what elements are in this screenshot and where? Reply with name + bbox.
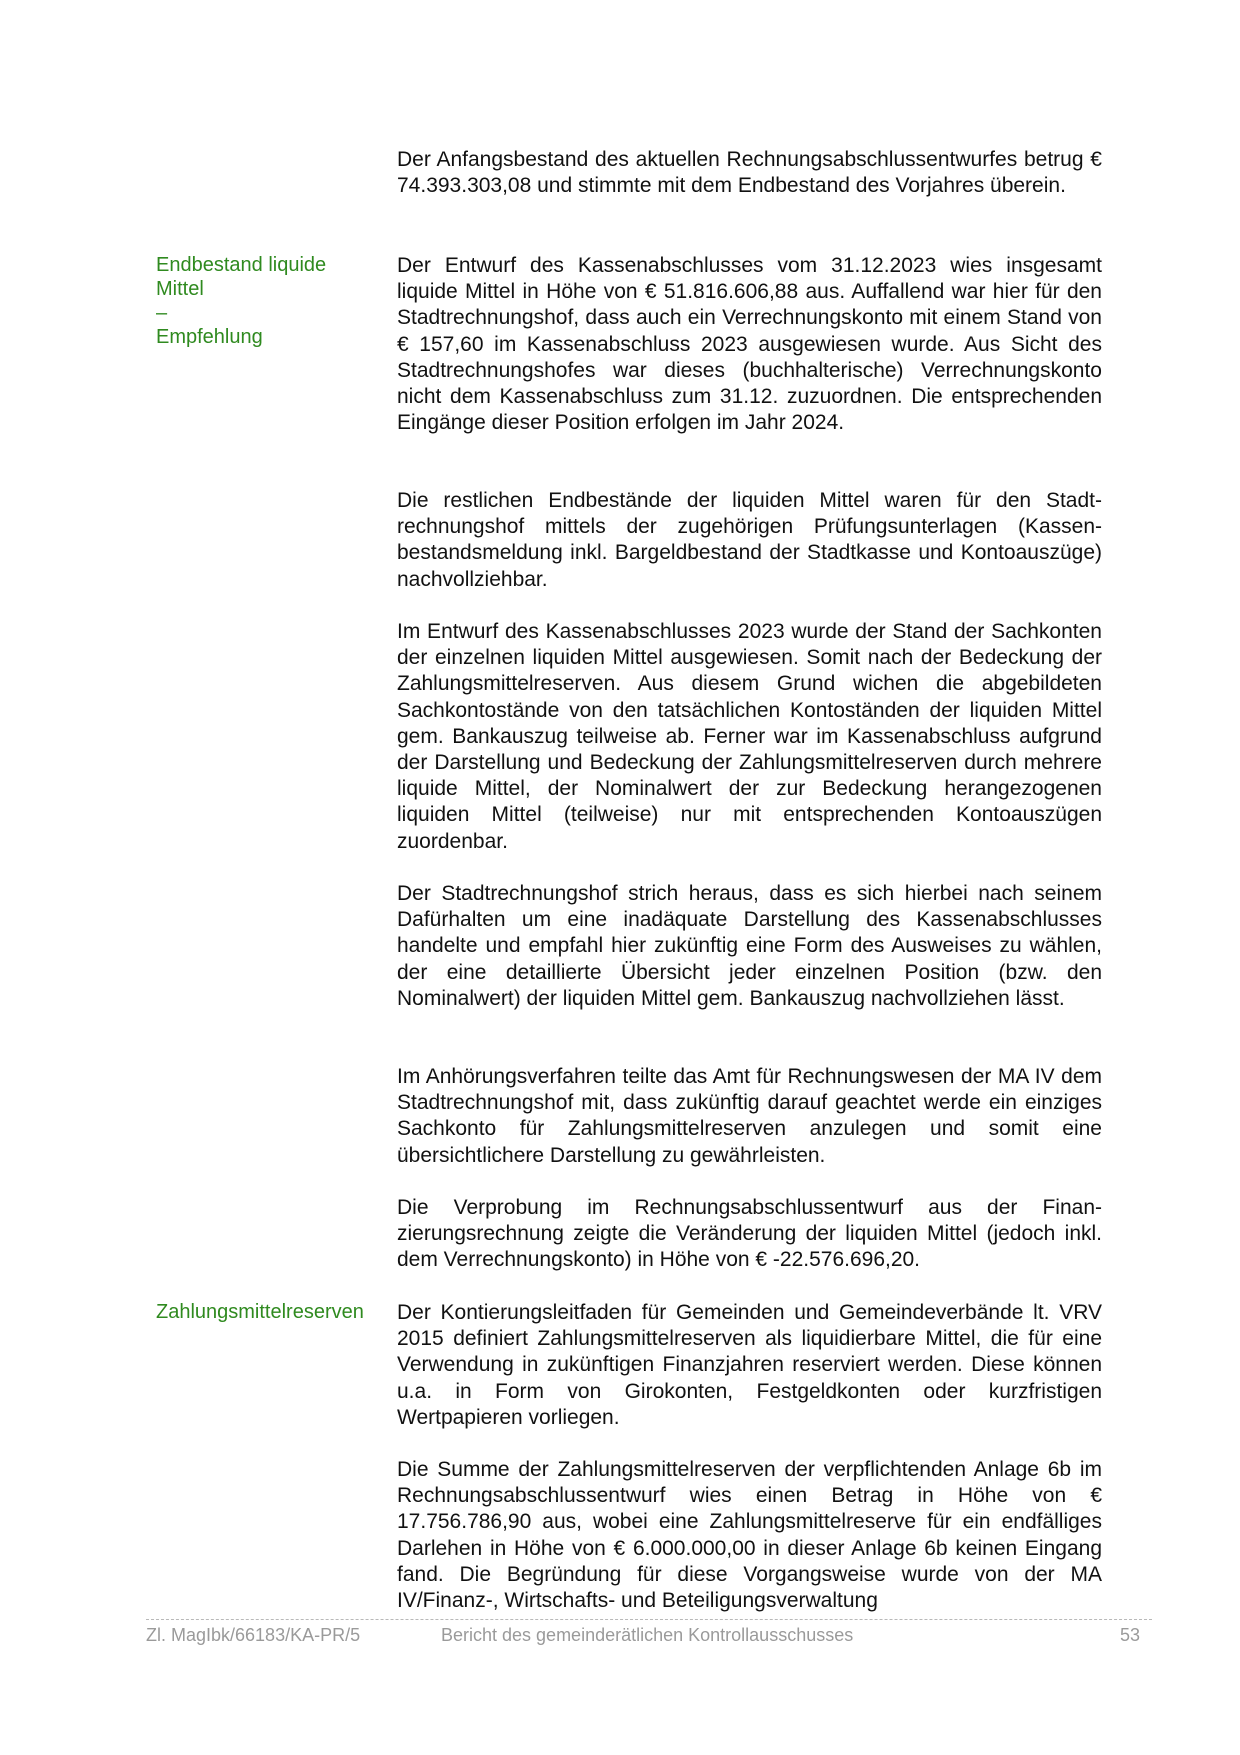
paragraph-verprobung: Die Verprobung im Rechnungsabschlussentwurf aus der Finanzierungsrechnung zeigte die Veränderung der liquiden Mittel (jedoch inkl. dem Verrechnungskonto) in Höhe von € -22.576.696,20. xyxy=(397,1196,1102,1272)
side-heading-endbestand xyxy=(156,253,371,349)
paragraph-summe-zahlungsmittelreserven: Die Summe der Zahlungsmittelreserven der verpflichtenden Anlage 6b im Rechnungsabschlussentwurf wies einen Betrag in Höhe von € 17.756.786,90 aus, wobei eine Zahlungsmittelreserve für ein endfälliges Darlehen in Höhe von € 6.000.000,00 in dieser Anlage 6b keinen Eingang fand. Die Begründung für diese Vorgangsweise wurde von der MA IV/Finanz-, Wirtschafts- und Beteiligungsverwaltung xyxy=(397,1458,1102,1613)
paragraph-kassenabschluss-entwurf: Der Entwurf des Kassenabschlusses vom 31.12.2023 wies insgesamt liquide Mittel in Höhe von € 51.816.606,88 aus. Auffallend war hier für den Stadtrechnungshof, dass auch ein Verrechnungskonto mit einem Stand von € 157,60 im Kassenabschluss 2023 ausgewiesen wurde. Aus Sicht des Stadtrechnungshofes war dieses (buchhalterische) Verrechnungskonto nicht dem Kassenabschluss zum 31.12. zuzuordnen. Die entsprechenden Eingänge dieser Position erfolgen im Jahr 2024. xyxy=(397,254,1102,435)
paragraph-sachkonten: Im Entwurf des Kassenabschlusses 2023 wurde der Stand der Sachkonten der einzelnen liquiden Mittel ausgewiesen. Somit nach der Bedeckung der Zahlungsmittelreserven. Aus diesem Grund wichen die abgebildeten Sachkontostände von den tatsächlichen Kontoständen der liquiden Mittel gem. Bankauszug teilweise ab. Ferner war im Kassenabschluss aufgrund der Darstellung und Bedeckung der Zahlungsmittelreserven durch mehrere liquide Mittel, der Nominalwert der zur Bedeckung herangezogenen liquiden Mittel (teilweise) nur mit entsprechenden Kontoauszügen zuordenbar. xyxy=(397,620,1102,853)
paragraph-empfehlung: Der Stadtrechnungshof strich heraus, dass es sich hierbei nach seinem Dafürhalten um eine inadäquate Darstellung des Kassenabschlusses handelte und empfahl hier zukünftig eine Form des Ausweises zu wählen, der eine detaillierte Übersicht jeder einzelnen Position (bzw. den Nominalwert) der liquiden Mittel gem. Bankauszug nachvollziehen lässt. xyxy=(397,882,1102,1010)
footer-title: Bericht des gemeinderätlichen Kontrollausschusses xyxy=(441,1625,854,1645)
footer-reference: Zl. MagIbk/66183/KA-PR/5 xyxy=(146,1625,361,1645)
side-heading-line: Empfehlung xyxy=(156,326,263,348)
paragraph-anhoerungsverfahren: Im Anhörungsverfahren teilte das Amt für Rechnungswesen der MA IV dem Stadtrechnungshof mit, dass zukünftig darauf geachtet werde ein einziges Sachkonto für Zahlungsmittelreserven anzulegen und somit eine übersichtlichere Darstellung zu gewährleisten. xyxy=(397,1065,1102,1167)
side-heading-line: – xyxy=(156,302,168,324)
paragraph-restliche-endbestaende: Die restlichen Endbestände der liquiden Mittel waren für den Stadtrechnungshof mittels der zugehörigen Prüfungsunterlagen (Kassenbestandsmeldung inkl. Bargeldbestand der Stadtkasse und Kontoauszüge) nachvollziehbar. xyxy=(397,489,1102,591)
paragraph-anfangsbestand: Der Anfangsbestand des aktuellen Rechnungsabschlussentwurfes betrug € 74.393.303,08 und stimmte mit dem Endbestand des Vorjahres überein. xyxy=(397,148,1102,198)
paragraph-kontierungsleitfaden: Der Kontierungsleitfaden für Gemeinden und Gemeindeverbände lt. VRV 2015 definiert Zahlungsmittelreserven als liquidierbare Mittel, die für eine Verwendung in zukünftigen Finanzjahren reserviert werden. Diese können u.a. in Form von Girokonten, Festgeldkonten oder kurzfristigen Wertpapieren vorliegen. xyxy=(397,1301,1102,1429)
side-heading-line: Endbestand liquide xyxy=(156,254,327,276)
side-heading-zahlungsmittelreserven: Zahlungsmittelreserven xyxy=(156,1301,364,1323)
side-heading-line: Mittel xyxy=(156,278,204,300)
footer-page-number: 53 xyxy=(1120,1625,1141,1645)
footer-divider xyxy=(146,1619,1152,1620)
